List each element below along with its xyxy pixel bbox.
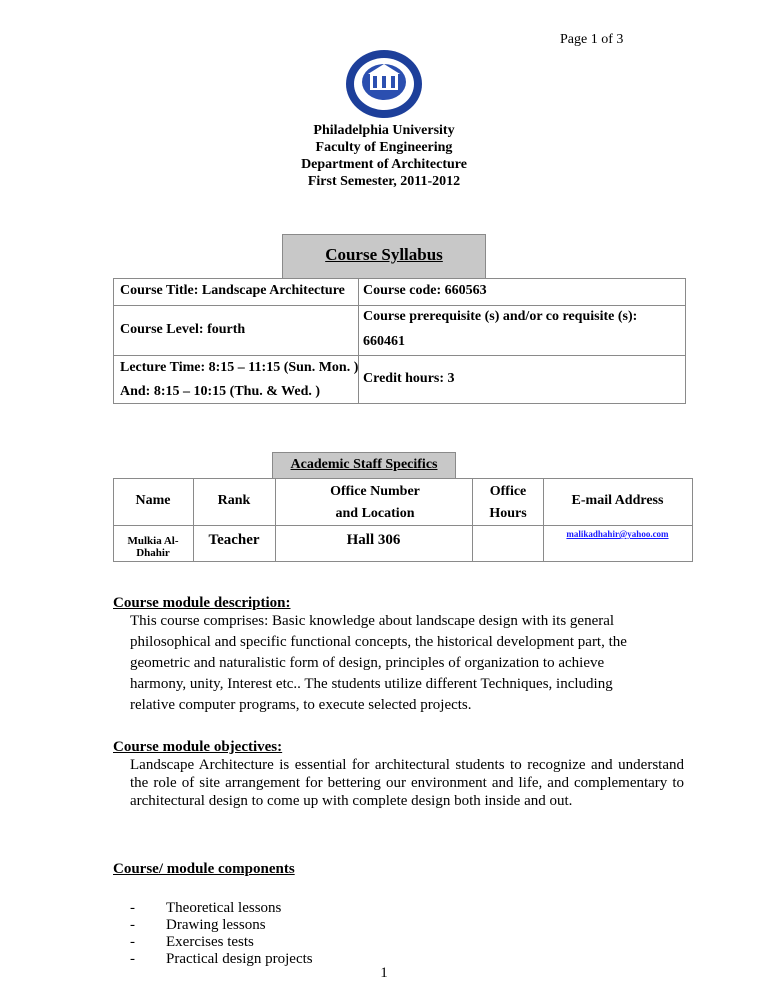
university-name: Philadelphia University [313, 123, 455, 138]
course-title: Course Title: Landscape Architecture [120, 283, 345, 298]
page-label: Page 1 of 3 [560, 32, 624, 47]
divider [275, 478, 276, 562]
header-office-location: Office Number and Location [330, 484, 420, 521]
list-item: - Exercises tests [130, 934, 254, 950]
staff-rank: Teacher [208, 532, 260, 548]
syllabus-title-box [282, 234, 486, 279]
prerequisite-label: Course prerequisite (s) and/or co requisite (s): [363, 309, 638, 324]
divider [113, 525, 693, 526]
header-office-hours: Office Hours [489, 484, 527, 521]
university-logo [344, 48, 424, 120]
department-name: Department of Architecture [301, 157, 467, 172]
divider [472, 478, 473, 562]
staff-office: Hall 306 [346, 532, 401, 548]
staff-title-box [272, 452, 456, 479]
description-heading: Course module description: [113, 595, 291, 611]
course-level: Course Level: fourth [120, 322, 246, 337]
header-email: E-mail Address [571, 493, 664, 508]
credit-hours: Credit hours: 3 [363, 371, 455, 386]
divider [113, 305, 686, 306]
divider [358, 278, 359, 404]
prerequisite-value: 660461 [363, 334, 405, 349]
faculty-name: Faculty of Engineering [315, 140, 453, 155]
lecture-time-1: Lecture Time: 8:15 – 11:15 (Sun. Mon. ) [120, 360, 359, 375]
list-item: - Drawing lessons [130, 917, 266, 933]
staff-email-link[interactable]: malikadhahir@yahoo.com [566, 529, 669, 539]
list-item: - Practical design projects [130, 951, 313, 967]
divider [193, 478, 194, 562]
components-list [130, 900, 313, 968]
list-item-text: Exercises tests [166, 934, 254, 950]
components-heading: Course/ module components [113, 861, 295, 877]
semester: First Semester, 2011-2012 [307, 174, 461, 189]
header-name: Name [135, 493, 171, 508]
list-item-text: Practical design projects [166, 951, 313, 967]
divider [113, 355, 686, 356]
divider [543, 478, 544, 562]
header-rank: Rank [217, 493, 251, 508]
staff-name: Mulkia Al-Dhahir [127, 535, 179, 559]
objectives-text: Landscape Architecture is essential for architectural students to recognize and understand the role of site arrangement for bettering our environment and life, and complementary to architectural design to come up with complete design both inside and out. [130, 757, 684, 809]
page-number: 1 [380, 965, 388, 981]
description-text: This course comprises: Basic knowledge about landscape design with its general philosophical and specific functional concepts, the historical development part, the geometric and naturalistic form of design, principles of organization to achieve harmony, unity, Interest etc.. The students utilize different Techniques, including relative computer programs, to execute selected projects. [130, 613, 627, 713]
staff-title: Academic Staff Specifics [290, 457, 438, 472]
list-item-text: Drawing lessons [166, 917, 266, 933]
list-item: - Theoretical lessons [130, 900, 282, 916]
lecture-time-2: And: 8:15 – 10:15 (Thu. & Wed. ) [120, 384, 321, 399]
syllabus-title: Course Syllabus [325, 245, 443, 264]
list-item-text: Theoretical lessons [166, 900, 282, 916]
objectives-heading: Course module objectives: [113, 739, 283, 755]
course-code: Course code: 660563 [363, 283, 487, 298]
